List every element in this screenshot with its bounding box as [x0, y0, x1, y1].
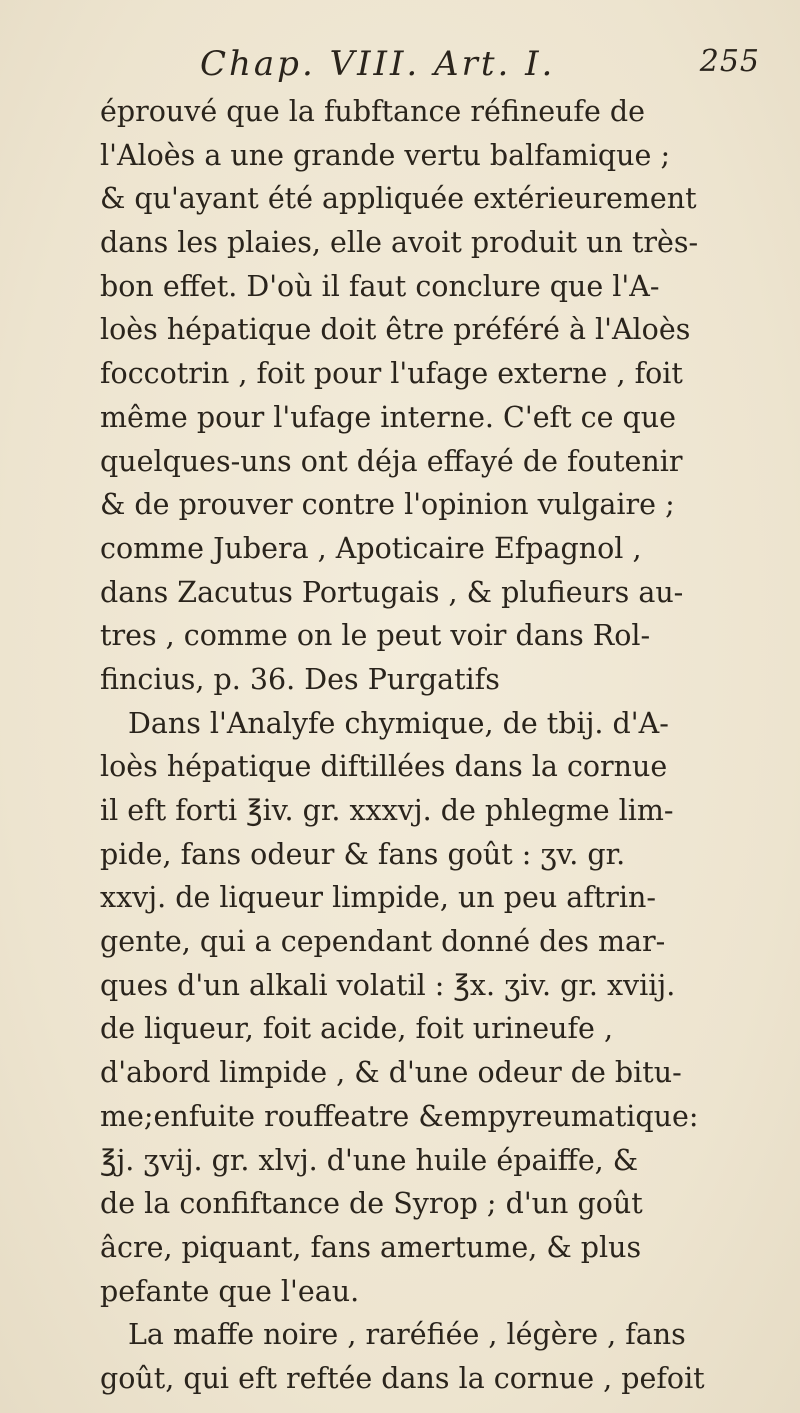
page-body-text — [100, 90, 760, 1401]
text-line: tres , comme on le peut voir dans Rol- — [100, 619, 651, 653]
text-line: pide, fans odeur & fans goût : ʒv. gr. — [100, 837, 626, 871]
text-line: d'abord limpide , & d'une odeur de bitu- — [100, 1056, 682, 1090]
text-line: ℥j. ʒvij. gr. xlvj. d'une huile épaiffe, & — [100, 1143, 639, 1177]
text-line: de liqueur, foit acide, foit urineufe , — [100, 1012, 613, 1046]
text-line: loès hépatique diftillées dans la cornue — [100, 750, 668, 784]
text-line: dans les plaies, elle avoit produit un très- — [100, 226, 699, 260]
text-line: éprouvé que la fubftance réfineufe de — [100, 95, 646, 128]
text-line: pefante que l'eau. — [100, 1274, 360, 1308]
text-line: & qu'ayant été appliquée extérieurement — [100, 182, 697, 216]
chapter-heading: Chap. VIII. Art. I. — [200, 44, 556, 84]
text-line: âcre, piquant, fans amertume, & plus — [100, 1230, 642, 1264]
text-line: & de prouver contre l'opinion vulgaire ; — [100, 488, 675, 522]
text-line: même pour l'ufage interne. C'eft ce que — [100, 400, 676, 434]
text-line: xxvj. de liqueur limpide, un peu aftrin- — [100, 881, 656, 915]
text-line: comme Jubera , Apoticaire Efpagnol , — [100, 531, 642, 565]
text-line: il eft forti ℥iv. gr. xxxvj. de phlegme lim- — [100, 794, 674, 827]
running-header — [200, 44, 760, 94]
text-line: gente, qui a cependant donné des mar- — [100, 925, 666, 959]
page-number: 255 — [699, 44, 760, 79]
text-line: l'Aloès a une grande vertu balfamique ; — [100, 138, 671, 172]
text-line: Dans l'Analyfe chymique, de tbij. d'A- — [128, 706, 669, 740]
text-line: ques d'un alkali volatil : ℥x. ʒiv. gr. xviij. — [100, 968, 676, 1002]
text-line: de la confiftance de Syrop ; d'un goût — [100, 1187, 643, 1221]
text-line: goût, qui eft reftée dans la cornue , pefoit — [100, 1361, 705, 1395]
text-line: quelques-uns ont déja effayé de foutenir — [100, 444, 683, 478]
text-line: loès hépatique doit être préféré à l'Aloès — [100, 313, 691, 347]
text-line: dans Zacutus Portugais , & plufieurs au- — [100, 575, 684, 609]
text-line: La maffe noire , raréfiée , légère , fans — [128, 1318, 686, 1352]
text-line: foccotrin , foit pour l'ufage externe , foit — [100, 357, 683, 391]
text-line: me;enfuite rouffeatre &empyreumatique: — [100, 1099, 699, 1133]
text-line: bon effet. D'où il faut conclure que l'A- — [100, 269, 660, 303]
text-line: fincius, p. 36. Des Purgatifs — [100, 662, 500, 696]
